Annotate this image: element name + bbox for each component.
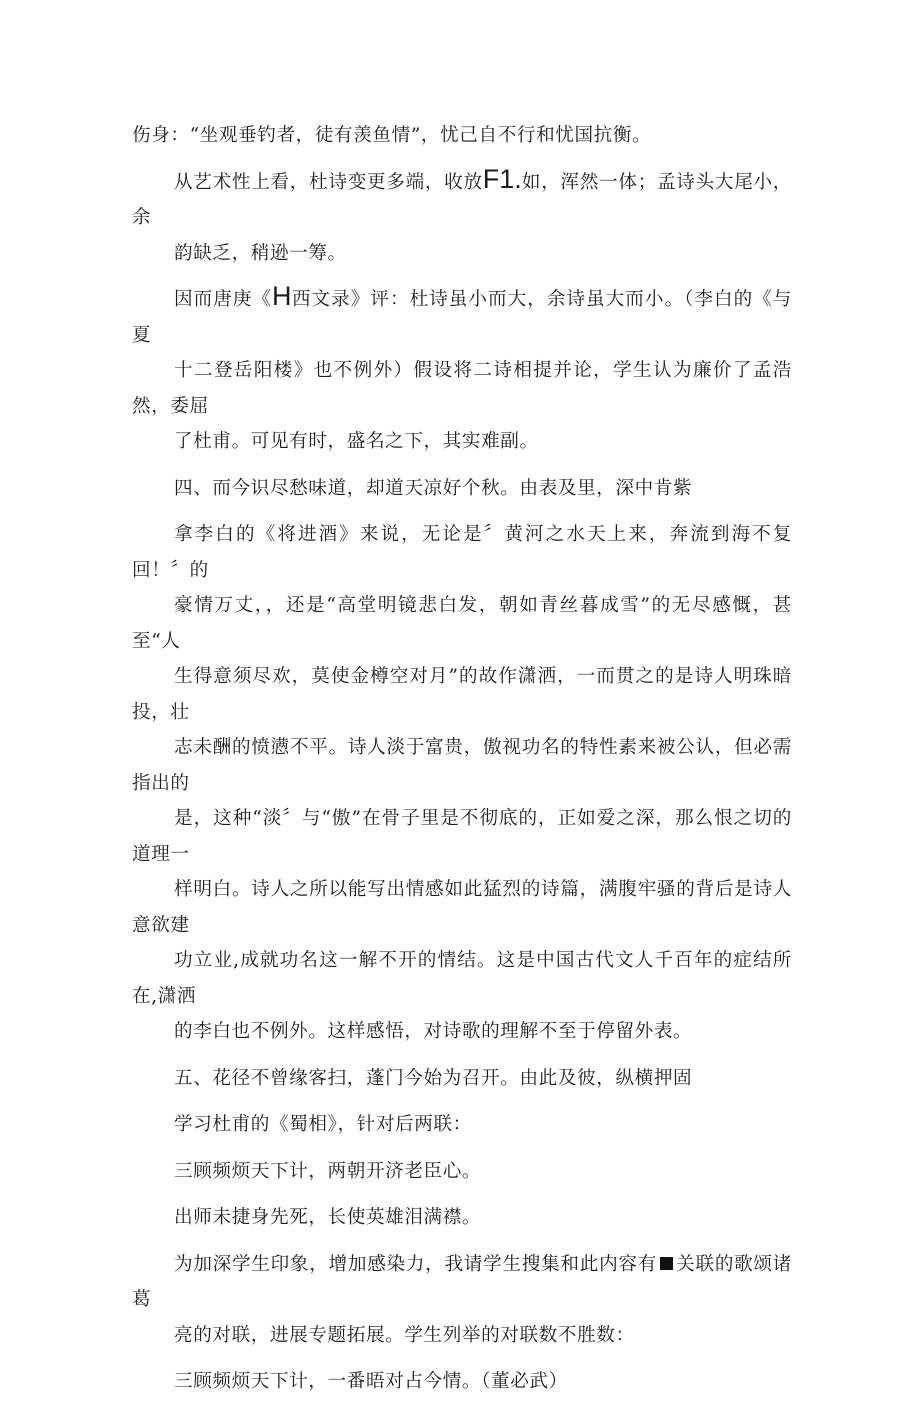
text-line	[132, 282, 792, 353]
text-line: 韵缺乏，稍逊一筹。	[174, 242, 347, 264]
couplet-line-3	[132, 1364, 792, 1400]
text-line: 五、花径不曾缘客扫，蓬门今始为召开。由此及彼，纵横押固	[174, 1067, 693, 1089]
text-segment: 从艺术性上看，杜诗变更多端，收放	[174, 171, 483, 193]
text-line: 十二登岳阳楼》也不例外）假设将二诗相提并论，学生认为廉价了孟浩然，委屈	[132, 360, 792, 417]
text-line: 样明白。诗人之所以能写出情感如此猛烈的诗篇，满腹牢骚的背后是诗人意欲建	[132, 879, 792, 936]
text-line: 亮的对联，进展专题拓展。学生列举的对联数不胜数：	[174, 1324, 635, 1346]
text-line: 出师未捷身先死，长使英雄泪满襟。	[174, 1207, 482, 1228]
paragraph-10	[132, 1247, 792, 1354]
document-body	[132, 118, 792, 1411]
text-line: 拿李白的《将进酒》来说，无论是〞黄河之水天上来，奔流到海不复回！〞的	[132, 524, 792, 581]
text-line: 三顾频烦天下计，两朝开济老臣心。	[174, 1160, 482, 1182]
section-heading-5	[132, 1061, 792, 1097]
section-heading-4	[132, 471, 792, 507]
text-line: 学习杜甫的《蜀相》，针对后两联：	[174, 1114, 472, 1135]
text-line: 生得意须尽欢，莫使金樽空对月”的故作潇洒，一而贯之的是诗人明珠暗投，壮	[132, 666, 792, 723]
paragraph-2	[132, 165, 792, 272]
text-line: 伤身：“坐观垂钓者，徒有羡鱼情”，忧己自不行和忧国抗衡。	[132, 125, 652, 146]
couplet-line-2	[132, 1200, 792, 1236]
text-line: 了杜甫。可见有时，盛名之下，其实难副。	[174, 431, 539, 452]
text-line: 是，这种“淡〞与“傲”在骨子里是不彻底的，正如爱之深，那么恨之切的道理一	[132, 808, 792, 865]
paragraph-7	[132, 1107, 792, 1143]
text-segment: 因而唐庚《	[174, 289, 273, 310]
paragraph-3	[132, 282, 792, 460]
text-segment: 为加深学生印象，增加感染力，我请学生搜集和此内容有	[174, 1253, 658, 1275]
paragraph-5	[132, 517, 792, 1050]
black-square-icon	[660, 1257, 673, 1270]
paragraph-1	[132, 118, 792, 154]
text-segment: 关联的歌颂诸葛	[132, 1253, 792, 1310]
text-segment: 如，浑然一体；孟诗头大尾小，余	[132, 171, 792, 228]
text-line: 的李白也不例外。这样感悟，对诗歌的理解不至于停留外表。	[174, 1021, 693, 1042]
text-line: 功立业,成就功名这一解不开的情结。这是中国古代文人千百年的症结所在,潇洒	[132, 950, 792, 1007]
ocr-artifact-text: F1.	[482, 163, 522, 194]
couplet-line-1	[132, 1154, 792, 1190]
text-line	[132, 165, 792, 236]
text-line: 四、而今识尽愁味道，却道天凉好个秋。由表及里，深中肯紫	[174, 477, 693, 499]
text-line	[132, 1247, 792, 1318]
text-line: 豪情万丈，，还是“高堂明镜悲白发，朝如青丝暮成雪”的无尽感慨，甚至“人	[132, 595, 792, 652]
text-segment: 西文录》评：杜诗虽小而大，余诗虽大而小。（李白的《与夏	[132, 289, 792, 346]
text-line: 三顾频烦天下计，一番晤对占今情。（董必武）	[174, 1371, 568, 1392]
text-line: 志未酬的愤懑不平。诗人淡于富贵，傲视功名的特性素来被公认，但必需指出的	[132, 737, 792, 794]
ocr-artifact-text: H	[272, 281, 292, 311]
